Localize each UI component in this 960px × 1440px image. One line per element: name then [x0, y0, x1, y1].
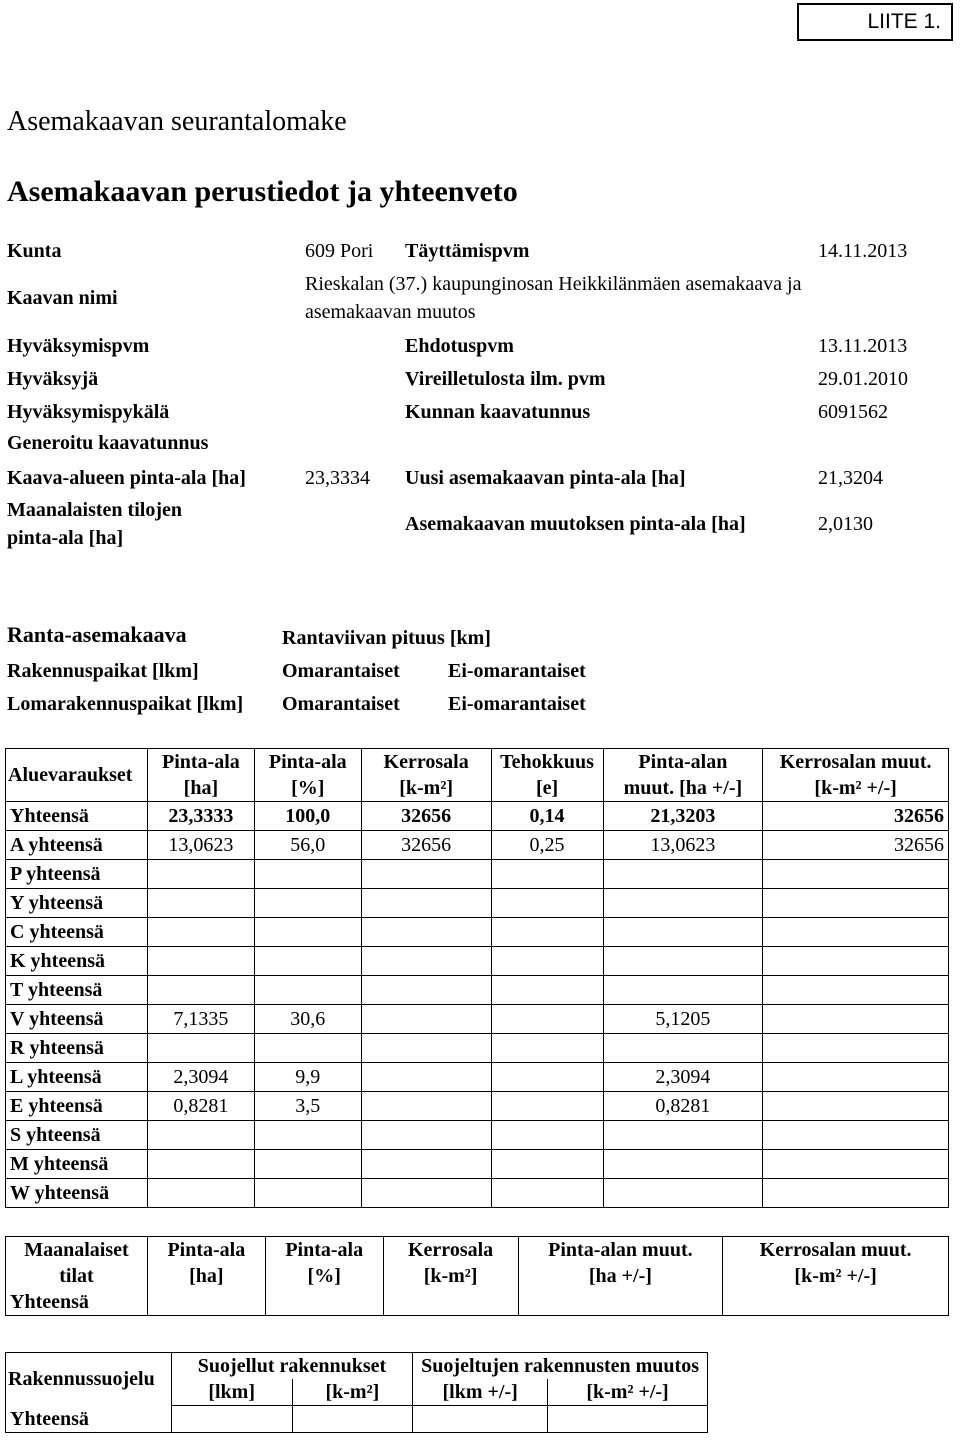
suojelu-total-row [6, 1406, 708, 1433]
table-row [6, 1005, 949, 1034]
header-pinta-ala-pct [254, 749, 361, 802]
table-cell: 32656 [763, 831, 949, 860]
table-cell: 3,5 [254, 1092, 361, 1121]
table-row [6, 1063, 949, 1092]
rakennuspaikat-ei-omarantaiset: Ei-omarantaiset [448, 660, 586, 682]
header-pinta-alan-muut [603, 749, 763, 802]
table-cell [763, 1150, 949, 1179]
table-cell [361, 1121, 491, 1150]
table-cell [147, 1150, 254, 1179]
kaava-alue-value: 23,3334 [305, 467, 370, 489]
ranta-title: Ranta-asemakaava [7, 622, 187, 647]
table-cell: 32656 [763, 802, 949, 831]
header-text: Kerrosalan muut. [779, 751, 932, 773]
header-text: Pinta-ala [167, 1239, 246, 1261]
table-cell [171, 1406, 292, 1433]
header-unit: [%] [291, 777, 325, 799]
aluevaraukset-body [6, 802, 949, 1208]
table-cell [763, 1121, 949, 1150]
header-unit: muut. [ha +/-] [623, 777, 743, 799]
table-cell [763, 1034, 949, 1063]
header-unit: tilat [59, 1265, 94, 1287]
table-cell [491, 947, 603, 976]
header-unit: [k-m²] [423, 1265, 478, 1287]
table-cell [147, 976, 254, 1005]
table-cell: 56,0 [254, 831, 361, 860]
table-cell [254, 918, 361, 947]
table-cell [265, 1289, 383, 1316]
table-cell [147, 1121, 254, 1150]
table-cell: 2,3094 [147, 1063, 254, 1092]
table-row [6, 1092, 949, 1121]
table-cell: 0,14 [491, 802, 603, 831]
table-row [6, 1179, 949, 1208]
table-cell [491, 1092, 603, 1121]
table-cell [361, 1005, 491, 1034]
table-cell [254, 1179, 361, 1208]
header-text: Tehokkuus [500, 751, 594, 773]
page-title: Asemakaavan seurantalomake [7, 106, 347, 137]
table-cell [603, 1121, 763, 1150]
maanalaisten-line1: Maanalaisten tilojen [7, 499, 182, 521]
table-cell [147, 1034, 254, 1063]
table-cell [763, 1063, 949, 1092]
tayttamispvm-value: 14.11.2013 [818, 240, 908, 262]
header-text: Maanalaiset [24, 1239, 129, 1261]
kaavatunnus-label: Kunnan kaavatunnus [405, 401, 591, 423]
table-cell [413, 1406, 548, 1433]
rakennuspaikat-omarantaiset: Omarantaiset [282, 660, 400, 682]
maanalaiset-total-row [6, 1289, 949, 1316]
table-cell [147, 1289, 265, 1316]
header-text: Pinta-alan muut. [548, 1239, 693, 1261]
uusi-value: 21,3204 [818, 467, 883, 489]
appendix-text: LIITE 1. [867, 10, 941, 33]
table-cell [491, 976, 603, 1005]
table-row [6, 889, 949, 918]
table-cell: 30,6 [254, 1005, 361, 1034]
table-cell [361, 860, 491, 889]
table-cell [254, 947, 361, 976]
section-title: Asemakaavan perustiedot ja yhteenveto [7, 175, 518, 208]
header-pinta-alan-muut [518, 1237, 723, 1290]
rakennuspaikat-label: Rakennuspaikat [lkm] [7, 660, 199, 682]
table-cell: 7,1335 [147, 1005, 254, 1034]
table-cell [292, 1406, 413, 1433]
table-cell [491, 1005, 603, 1034]
table-cell [254, 1150, 361, 1179]
table-row [6, 1034, 949, 1063]
table-cell [491, 1063, 603, 1092]
table-cell [361, 1179, 491, 1208]
table-cell: 0,8281 [603, 1092, 763, 1121]
kaava-alue-label: Kaava-alueen pinta-ala [ha] [7, 467, 246, 489]
table-cell [763, 918, 949, 947]
maanalaiset-table [5, 1236, 949, 1316]
suojelu-unit-lkm-change: [lkm +/-] [413, 1379, 548, 1406]
header-unit: [ha] [189, 1265, 224, 1287]
table-cell: 32656 [361, 831, 491, 860]
maanalaisten-line2: pinta-ala [ha] [7, 527, 124, 549]
table-cell [548, 1406, 708, 1433]
table-cell [491, 860, 603, 889]
suojelu-table [5, 1352, 708, 1433]
suojelu-header-row1 [6, 1353, 708, 1380]
header-pinta-ala-ha [147, 749, 254, 802]
header-unit: [%] [307, 1265, 341, 1287]
suojelu-unit-lkm: [lkm] [171, 1379, 292, 1406]
kunta-label: Kunta [7, 240, 62, 262]
header-pinta-ala-pct [265, 1237, 383, 1290]
vireille-value: 29.01.2010 [818, 368, 908, 390]
table-row [6, 802, 949, 831]
table-row [6, 947, 949, 976]
table-cell: 13,0623 [147, 831, 254, 860]
suojelu-unit-km2-change: [k-m² +/-] [548, 1379, 708, 1406]
kaavan-nimi-label: Kaavan nimi [7, 287, 118, 309]
hyvaksymispykala-label: Hyväksymispykälä [7, 401, 170, 423]
maanalaiset-header [6, 1237, 949, 1290]
row-label: C yhteensä [6, 918, 148, 947]
row-label: Yhteensä [6, 802, 148, 831]
table-cell [603, 860, 763, 889]
table-cell [491, 918, 603, 947]
table-cell [763, 1179, 949, 1208]
row-label: A yhteensä [6, 831, 148, 860]
row-label: S yhteensä [6, 1121, 148, 1150]
table-cell [603, 1179, 763, 1208]
header-text: Pinta-ala [268, 751, 347, 773]
table-cell: 100,0 [254, 802, 361, 831]
header-tehokkuus [491, 749, 603, 802]
table-row [6, 918, 949, 947]
rantaviiva-label: Rantaviivan pituus [km] [282, 627, 491, 649]
table-row [6, 1121, 949, 1150]
uusi-label: Uusi asemakaavan pinta-ala [ha] [405, 467, 686, 489]
row-label: E yhteensä [6, 1092, 148, 1121]
header-unit: [k-m² +/-] [814, 777, 897, 799]
header-unit: [k-m²] [399, 777, 453, 799]
table-cell [603, 1150, 763, 1179]
table-cell: 2,3094 [603, 1063, 763, 1092]
header-aluevaraukset [6, 749, 148, 802]
vireille-label: Vireilletulosta ilm. pvm [405, 368, 606, 390]
lomarakennuspaikat-omarantaiset: Omarantaiset [282, 693, 400, 715]
table-cell: 0,8281 [147, 1092, 254, 1121]
kunta-value: 609 Pori [305, 240, 374, 262]
header-kerrosala [383, 1237, 518, 1290]
table-cell [491, 1150, 603, 1179]
table-cell [254, 1034, 361, 1063]
row-label: M yhteensä [6, 1150, 148, 1179]
header-maanalaiset [6, 1237, 148, 1290]
row-label: Y yhteensä [6, 889, 148, 918]
table-cell [361, 1092, 491, 1121]
tayttamispvm-label: Täyttämispvm [405, 240, 530, 262]
table-cell [361, 976, 491, 1005]
table-row [6, 831, 949, 860]
header-unit: [ha] [183, 777, 219, 799]
suojellut-header: Suojellut rakennukset [171, 1353, 412, 1380]
header-text: Pinta-ala [162, 751, 240, 773]
kaavatunnus-value: 6091562 [818, 401, 888, 423]
table-cell [603, 947, 763, 976]
suojelu-unit-km2: [k-m²] [292, 1379, 413, 1406]
lomarakennuspaikat-ei-omarantaiset: Ei-omarantaiset [448, 693, 586, 715]
table-cell: 23,3333 [147, 802, 254, 831]
suojelu-total-label: Yhteensä [6, 1406, 172, 1433]
table-cell [361, 889, 491, 918]
header-text: Kerrosala [408, 1239, 494, 1261]
aluevaraukset-table [5, 748, 949, 1208]
header-text: Kerrosala [383, 751, 469, 773]
table-cell: 21,3203 [603, 802, 763, 831]
table-cell [603, 976, 763, 1005]
hyvaksyja-label: Hyväksyjä [7, 368, 99, 390]
table-cell: 9,9 [254, 1063, 361, 1092]
header-kerrosalan-muut [763, 749, 949, 802]
table-cell [147, 889, 254, 918]
row-label: L yhteensä [6, 1063, 148, 1092]
header-pinta-ala-ha [147, 1237, 265, 1290]
table-cell [361, 947, 491, 976]
table-cell: 5,1205 [603, 1005, 763, 1034]
kaavan-nimi-line1: Rieskalan (37.) kaupunginosan Heikkilänmäen asemakaava ja [305, 273, 802, 295]
row-label: W yhteensä [6, 1179, 148, 1208]
table-cell [254, 976, 361, 1005]
header-text: Kerrosalan muut. [759, 1239, 912, 1261]
table-cell: 32656 [361, 802, 491, 831]
muutos-value: 2,0130 [818, 513, 873, 535]
table-cell [254, 1121, 361, 1150]
table-cell [361, 1150, 491, 1179]
table-cell [147, 1179, 254, 1208]
table-cell [254, 860, 361, 889]
table-cell [254, 889, 361, 918]
table-cell [763, 889, 949, 918]
table-cell [491, 889, 603, 918]
table-cell: 0,25 [491, 831, 603, 860]
table-cell [518, 1289, 723, 1316]
table-row [6, 1150, 949, 1179]
table-cell [603, 918, 763, 947]
table-cell [763, 860, 949, 889]
row-label: K yhteensä [6, 947, 148, 976]
table-cell [491, 1034, 603, 1063]
header-unit: [ha +/-] [588, 1265, 652, 1287]
header-unit: [e] [535, 777, 559, 799]
header-aluevaraukset-text: Aluevaraukset [8, 764, 133, 786]
row-label: V yhteensä [6, 1005, 148, 1034]
ehdotuspvm-value: 13.11.2013 [818, 335, 908, 357]
table-row [6, 976, 949, 1005]
maanalaiset-total-label: Yhteensä [6, 1289, 148, 1316]
hyvaksymispvm-label: Hyväksymispvm [7, 335, 150, 357]
header-text: Pinta-ala [285, 1239, 364, 1261]
ehdotuspvm-label: Ehdotuspvm [405, 335, 514, 357]
table-cell [763, 976, 949, 1005]
suojelu-label: Rakennussuojelu [6, 1353, 172, 1406]
generoitu-label: Generoitu kaavatunnus [7, 432, 209, 454]
lomarakennuspaikat-label: Lomarakennuspaikat [lkm] [7, 693, 244, 715]
row-label: R yhteensä [6, 1034, 148, 1063]
table-cell [361, 1063, 491, 1092]
table-cell [491, 1179, 603, 1208]
table-row [6, 860, 949, 889]
table-cell [763, 947, 949, 976]
table-cell [491, 1121, 603, 1150]
table-cell: 13,0623 [603, 831, 763, 860]
table-cell [723, 1289, 949, 1316]
row-label: T yhteensä [6, 976, 148, 1005]
muutos-label: Asemakaavan muutoksen pinta-ala [ha] [405, 513, 746, 535]
header-text: Pinta-alan [638, 751, 728, 773]
table-cell [763, 1092, 949, 1121]
table-cell [603, 889, 763, 918]
aluevaraukset-header [6, 749, 949, 802]
suojeltujen-muutos-header: Suojeltujen rakennusten muutos [413, 1353, 708, 1380]
table-cell [147, 918, 254, 947]
appendix-label [797, 3, 953, 41]
header-kerrosalan-muut [723, 1237, 949, 1290]
table-cell [147, 947, 254, 976]
table-cell [147, 860, 254, 889]
table-cell [361, 918, 491, 947]
table-cell [361, 1034, 491, 1063]
table-cell [763, 1005, 949, 1034]
header-kerrosala [361, 749, 491, 802]
table-cell [603, 1034, 763, 1063]
kaavan-nimi-line2: asemakaavan muutos [305, 301, 476, 323]
table-cell [383, 1289, 518, 1316]
row-label: P yhteensä [6, 860, 148, 889]
header-unit: [k-m² +/-] [794, 1265, 877, 1287]
